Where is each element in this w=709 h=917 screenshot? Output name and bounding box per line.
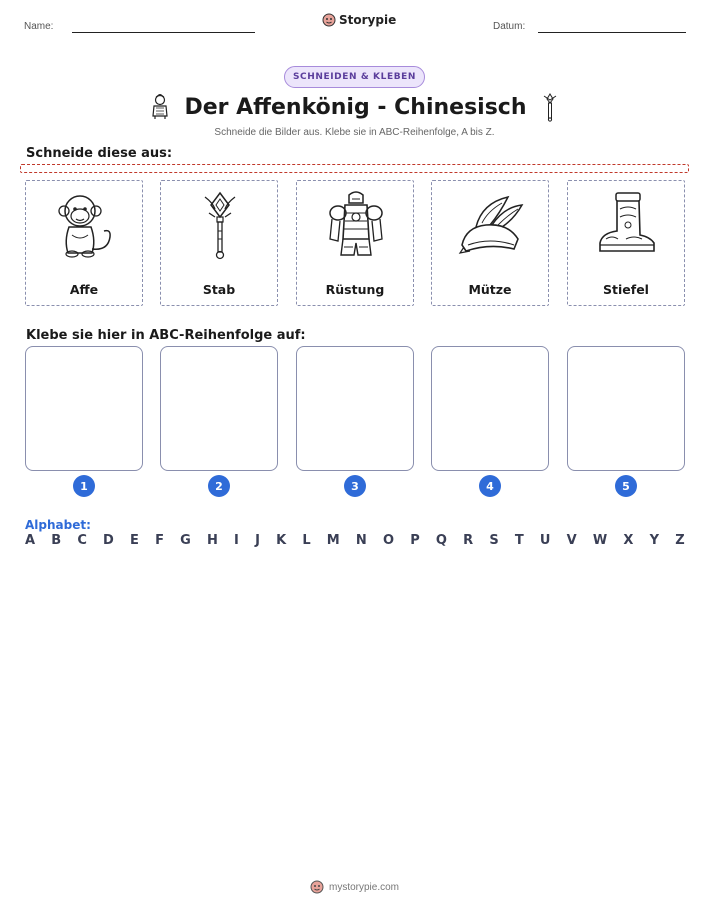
name-label: Name: — [24, 21, 54, 32]
feathered-cap-icon — [456, 189, 526, 261]
paste-slot-4[interactable] — [431, 346, 549, 471]
alphabet-letter: Y — [649, 533, 660, 548]
paste-section-title: Klebe sie hier in ABC-Reihenfolge auf: — [26, 328, 306, 343]
card-label: Affe — [69, 282, 99, 297]
instructions: Schneide die Bilder aus. Klebe sie in ABC-Reihenfolge, A bis Z. — [214, 127, 495, 138]
paste-slot-3[interactable] — [296, 346, 414, 471]
monkey-icon — [50, 189, 120, 261]
alphabet-letter: V — [566, 533, 577, 548]
boot-icon — [592, 189, 662, 261]
alphabet-letter: I — [234, 533, 239, 548]
alphabet-letter: P — [410, 533, 420, 548]
alphabet-letter: B — [51, 533, 62, 548]
alphabet-letter: G — [180, 533, 191, 548]
slot-number-badge: 5 — [615, 475, 637, 497]
date-line[interactable] — [538, 32, 686, 33]
slot-number-badge: 3 — [344, 475, 366, 497]
alphabet-letter: Z — [675, 533, 685, 548]
alphabet-letter: N — [355, 533, 367, 548]
alphabet-row — [25, 533, 685, 548]
alphabet-letter: M — [326, 533, 340, 548]
alphabet-letter: C — [77, 533, 87, 548]
alphabet-letter: A — [25, 533, 36, 548]
paste-slot-1[interactable] — [25, 346, 143, 471]
footer-website[interactable]: mystorypie.com — [328, 881, 399, 893]
name-line[interactable] — [72, 32, 255, 33]
alphabet-letter: W — [592, 533, 608, 548]
alphabet-letter: K — [276, 533, 287, 548]
alphabet-letter: X — [623, 533, 634, 548]
slot-number-badge: 2 — [208, 475, 230, 497]
storypie-mascot-icon — [310, 880, 324, 894]
cut-section-title: Schneide diese aus: — [26, 146, 173, 161]
paste-slot-2[interactable] — [160, 346, 278, 471]
date-label: Datum: — [493, 21, 526, 32]
alphabet-letter: E — [130, 533, 139, 548]
footer — [0, 880, 709, 894]
staff-icon — [185, 189, 255, 261]
alphabet-letter: S — [489, 533, 499, 548]
alphabet-letter: U — [539, 533, 551, 548]
alphabet-letter: Q — [435, 533, 447, 548]
alphabet-letter: F — [155, 533, 164, 548]
storypie-logo — [322, 13, 396, 27]
cut-card-muetze[interactable] — [431, 180, 549, 306]
cut-card-affe[interactable] — [25, 180, 143, 306]
alphabet-letter: O — [382, 533, 395, 548]
alphabet-title: Alphabet: — [25, 518, 91, 532]
alphabet-letter: R — [463, 533, 474, 548]
paste-slot-5[interactable] — [567, 346, 685, 471]
slot-number-badge: 4 — [479, 475, 501, 497]
activity-badge: SCHNEIDEN & KLEBEN — [284, 66, 425, 88]
card-label: Stiefel — [603, 282, 649, 297]
alphabet-letter: H — [206, 533, 218, 548]
storypie-mascot-icon — [322, 13, 336, 27]
alphabet-letter: D — [103, 533, 114, 548]
cut-card-ruestung[interactable] — [296, 180, 414, 306]
cut-card-stab[interactable] — [160, 180, 278, 306]
logo-text: Storypie — [339, 13, 397, 27]
armor-icon — [321, 189, 391, 261]
cut-guide-line — [20, 164, 689, 173]
card-label: Rüstung — [325, 282, 385, 297]
alphabet-letter: T — [514, 533, 524, 548]
alphabet-letter: L — [302, 533, 311, 548]
golden-staff-icon — [541, 92, 559, 122]
page-title: Der Affenkönig - Chinesisch — [184, 94, 527, 120]
slot-number-badge: 1 — [73, 475, 95, 497]
cut-card-stiefel[interactable] — [567, 180, 685, 306]
alphabet-letter: J — [255, 533, 260, 548]
card-label: Stab — [202, 282, 236, 297]
monkey-king-figure-icon — [150, 94, 170, 120]
card-label: Mütze — [468, 282, 512, 297]
title-row — [0, 92, 709, 122]
